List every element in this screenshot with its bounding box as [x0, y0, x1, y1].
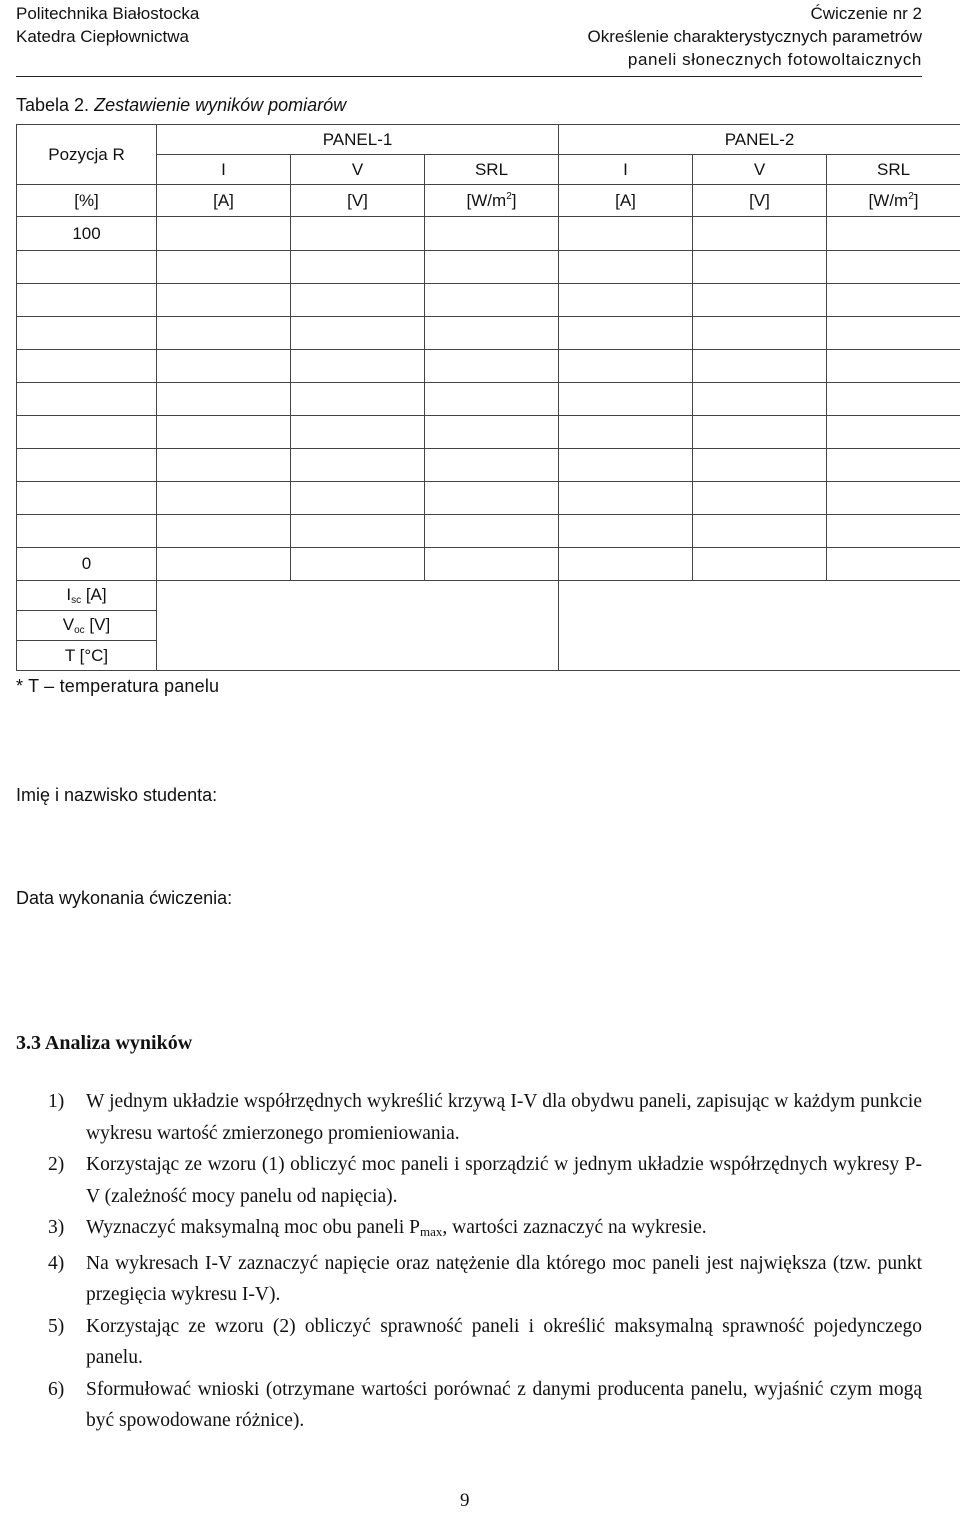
- unit-volt: [V]: [291, 185, 425, 217]
- table-row: [17, 317, 960, 350]
- sub-header-current: I: [559, 155, 693, 185]
- institution-name: Politechnika Białostocka: [16, 4, 200, 23]
- exercise-title: Określenie charakterystycznych parametrów: [587, 27, 922, 46]
- sub-header-srl: SRL: [827, 155, 960, 185]
- section-heading: 3.3 Analiza wyników: [16, 1032, 193, 1054]
- table-caption-prefix: Tabela 2.: [16, 95, 90, 115]
- table-row: [17, 482, 960, 515]
- unit-ampere: [A]: [559, 185, 693, 217]
- unit-percent: [%]: [17, 185, 157, 217]
- table-row: [17, 449, 960, 482]
- exercise-date-label: Data wykonania ćwiczenia:: [16, 888, 233, 908]
- page-number: 9: [460, 1490, 470, 1511]
- list-item: 3) Wyznaczyć maksymalną moc obu paneli $P_{max}$, wartości zaznaczyć na wykresie.: [48, 1217, 707, 1239]
- table-row: [17, 515, 960, 548]
- footnote: * T – temperatura panelu: [16, 676, 220, 696]
- table-row: [17, 350, 960, 383]
- unit-ampere: [A]: [157, 185, 291, 217]
- list-item: 1) W jednym układzie współrzędnych wykreślić krzywą I-V dla obydwu paneli, zapisując w każdym punkcie wykresu wartość zmierzonego promieniowania.: [48, 1091, 922, 1144]
- student-name-label: Imię i nazwisko studenta:: [16, 785, 218, 805]
- sub-header-current: I: [157, 155, 291, 185]
- unit-volt: [V]: [693, 185, 827, 217]
- row-label-voc: $V_{oc}$ [V]: [17, 611, 157, 641]
- sub-header-srl: SRL: [425, 155, 559, 185]
- exercise-number: Ćwiczenie nr 2: [810, 4, 922, 23]
- list-item: 6) Sformułować wnioski (otrzymane wartości porównać z danymi producenta panelu, wyjaśnić czym mogą być spowodowane różnice).: [48, 1378, 922, 1431]
- col-header-panel-2: PANEL-2: [559, 125, 960, 155]
- list-item: 5) Korzystając ze wzoru (2) obliczyć sprawność paneli i określić maksymalną sprawność pojedynczego panelu.: [48, 1315, 922, 1368]
- panel-1-summary-cell: [157, 581, 559, 671]
- col-header-panel-1: PANEL-1: [157, 125, 559, 155]
- table-row: [17, 251, 960, 284]
- results-table: [16, 124, 960, 671]
- header-rule: [16, 76, 922, 77]
- unit-irradiance: $[W/m^2]$: [827, 185, 960, 217]
- col-header-position: Pozycja R: [17, 125, 157, 185]
- row-label-isc: $I_{sc}$ [A]: [17, 581, 157, 611]
- department-name: Katedra Ciepłownictwa: [16, 27, 189, 46]
- table-caption: [16, 95, 346, 116]
- row-label-0: 0: [17, 548, 157, 581]
- row-label-temperature: T [°C]: [17, 641, 157, 671]
- table-row: [17, 217, 960, 251]
- list-item: 2) Korzystając ze wzoru (1) obliczyć moc paneli i sporządzić w jednym układzie współrzędnych wykresy P-V (zależność mocy panelu od napięcia).: [48, 1154, 922, 1207]
- sub-header-voltage: V: [291, 155, 425, 185]
- panel-2-summary-cell: [559, 581, 960, 671]
- table-caption-title: Zestawienie wyników pomiarów: [94, 95, 347, 115]
- table-row: [17, 284, 960, 317]
- list-item: 4) Na wykresach I-V zaznaczyć napięcie oraz natężenie dla którego moc paneli jest największa (tzw. punkt przegięcia wykresu I-V).: [48, 1252, 922, 1305]
- exercise-subtitle: paneli słonecznych fotowoltaicznych: [627, 50, 922, 69]
- sub-header-voltage: V: [693, 155, 827, 185]
- row-label-100: 100: [17, 217, 157, 251]
- table-row: [17, 383, 960, 416]
- unit-irradiance: $[W/m^2]$: [425, 185, 559, 217]
- task-list: [48, 1086, 922, 1437]
- table-row: [17, 548, 960, 581]
- table-row: [17, 416, 960, 449]
